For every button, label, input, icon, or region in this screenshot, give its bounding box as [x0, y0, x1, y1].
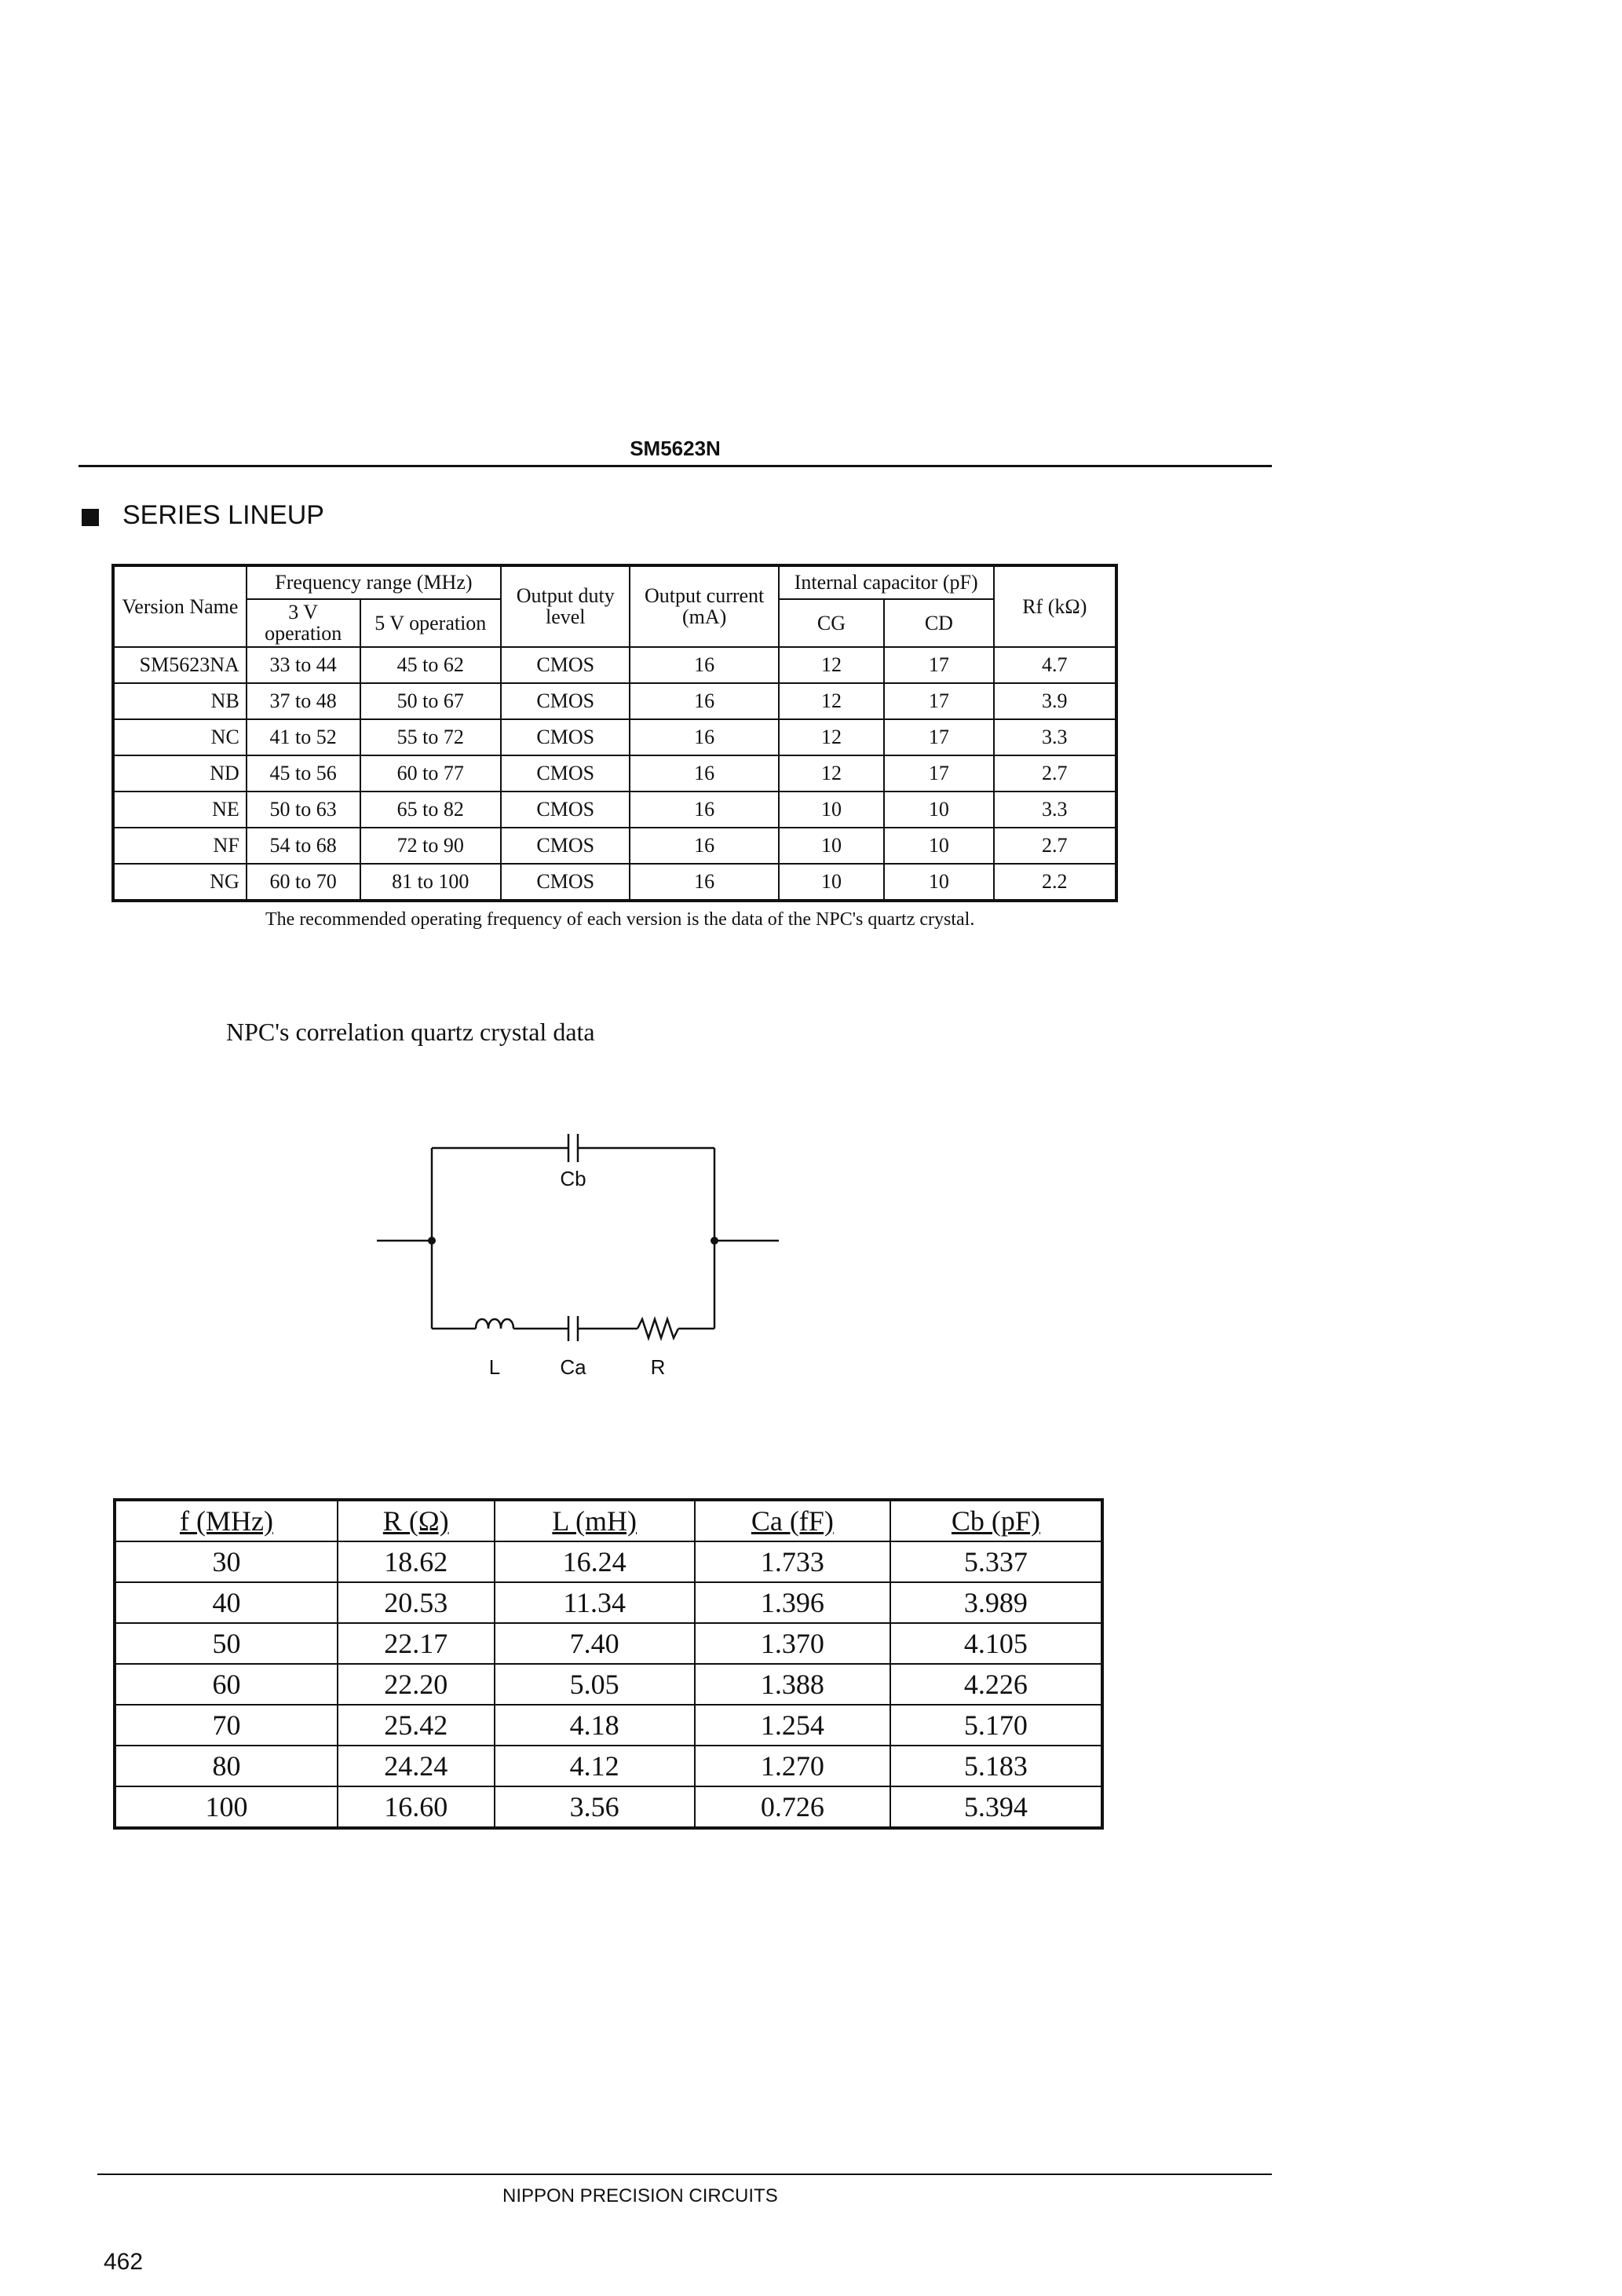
resistor-icon — [637, 1319, 678, 1338]
cb-cell: 4.226 — [890, 1664, 1102, 1705]
table-row — [113, 864, 1116, 901]
l-cell: 4.18 — [495, 1705, 695, 1746]
current-cell: 16 — [630, 683, 778, 719]
freq-3v-cell: 37 to 48 — [247, 683, 360, 719]
ca-cell: 1.733 — [695, 1541, 890, 1582]
freq-3v-cell: 45 to 56 — [247, 755, 360, 792]
header-internal-capacitor: Internal capacitor (pF) — [779, 565, 994, 599]
l-cell: 7.40 — [495, 1623, 695, 1664]
cd-cell: 17 — [884, 683, 993, 719]
table-row — [115, 1664, 1102, 1705]
cg-cell: 12 — [779, 719, 884, 755]
header-3v-operation: 3 V operation — [247, 599, 360, 647]
ca-cell: 1.370 — [695, 1623, 890, 1664]
crystal-data-table — [113, 1498, 1104, 1830]
header-ca-ff: Ca (fF) — [695, 1500, 890, 1541]
current-cell: 16 — [630, 755, 778, 792]
ca-cell: 1.396 — [695, 1582, 890, 1623]
rf-cell: 3.3 — [994, 719, 1116, 755]
freq-5v-cell: 50 to 67 — [360, 683, 502, 719]
duty-cell: CMOS — [501, 755, 630, 792]
left-node-dot — [428, 1237, 436, 1245]
table-row — [113, 828, 1116, 864]
table-row — [113, 719, 1116, 755]
cg-cell: 12 — [779, 647, 884, 683]
current-cell: 16 — [630, 792, 778, 828]
header-r-ohm: R (Ω) — [338, 1500, 495, 1541]
l-cell: 3.56 — [495, 1786, 695, 1828]
current-cell: 16 — [630, 647, 778, 683]
rf-cell: 3.9 — [994, 683, 1116, 719]
freq-3v-cell: 60 to 70 — [247, 864, 360, 901]
rf-cell: 2.7 — [994, 755, 1116, 792]
freq-5v-cell: 72 to 90 — [360, 828, 502, 864]
rf-cell: 2.2 — [994, 864, 1116, 901]
rf-cell: 4.7 — [994, 647, 1116, 683]
cb-cell: 4.105 — [890, 1623, 1102, 1664]
crystal-equivalent-circuit — [377, 1131, 801, 1398]
f-cell: 100 — [115, 1786, 338, 1828]
cb-label: Cb — [560, 1167, 586, 1190]
footer-rule — [97, 2174, 1272, 2175]
cb-cell: 5.170 — [890, 1705, 1102, 1746]
header-frequency-range: Frequency range (MHz) — [247, 565, 501, 599]
header-cg: CG — [779, 599, 884, 647]
freq-5v-cell: 65 to 82 — [360, 792, 502, 828]
table-row — [115, 1623, 1102, 1664]
ca-cell: 1.254 — [695, 1705, 890, 1746]
cd-cell: 17 — [884, 719, 993, 755]
cb-cell: 5.183 — [890, 1746, 1102, 1786]
version-name-cell: NF — [113, 828, 247, 864]
cb-cell: 5.394 — [890, 1786, 1102, 1828]
cd-cell: 17 — [884, 755, 993, 792]
freq-3v-cell: 54 to 68 — [247, 828, 360, 864]
freq-3v-cell: 33 to 44 — [247, 647, 360, 683]
l-cell: 16.24 — [495, 1541, 695, 1582]
r-cell: 22.17 — [338, 1623, 495, 1664]
section-title: SERIES LINEUP — [122, 500, 324, 530]
table-row — [113, 647, 1116, 683]
table-row — [113, 755, 1116, 792]
current-cell: 16 — [630, 828, 778, 864]
cg-cell: 12 — [779, 683, 884, 719]
table-row — [115, 1582, 1102, 1623]
current-cell: 16 — [630, 719, 778, 755]
l-label: L — [488, 1355, 501, 1379]
lineup-note: The recommended operating frequency of each version is the data of the NPC's quartz crystal. — [265, 909, 975, 930]
rf-cell: 2.7 — [994, 828, 1116, 864]
version-name-cell: NE — [113, 792, 247, 828]
table-row — [115, 1786, 1102, 1828]
header-f-mhz: f (MHz) — [115, 1500, 338, 1541]
cg-cell: 10 — [779, 792, 884, 828]
r-cell: 24.24 — [338, 1746, 495, 1786]
cg-cell: 10 — [779, 828, 884, 864]
version-name-cell: ND — [113, 755, 247, 792]
header-version-name: Version Name — [113, 565, 247, 647]
cb-cell: 3.989 — [890, 1582, 1102, 1623]
freq-5v-cell: 55 to 72 — [360, 719, 502, 755]
duty-cell: CMOS — [501, 683, 630, 719]
series-lineup-table — [111, 564, 1118, 902]
cb-cell: 5.337 — [890, 1541, 1102, 1582]
f-cell: 40 — [115, 1582, 338, 1623]
table-row — [113, 792, 1116, 828]
freq-3v-cell: 41 to 52 — [247, 719, 360, 755]
ca-cell: 1.388 — [695, 1664, 890, 1705]
r-cell: 18.62 — [338, 1541, 495, 1582]
duty-cell: CMOS — [501, 792, 630, 828]
f-cell: 30 — [115, 1541, 338, 1582]
duty-cell: CMOS — [501, 864, 630, 901]
f-cell: 50 — [115, 1623, 338, 1664]
version-name-cell: NG — [113, 864, 247, 901]
f-cell: 70 — [115, 1705, 338, 1746]
table-row — [115, 1746, 1102, 1786]
table-row — [115, 1541, 1102, 1582]
version-name-cell: SM5623NA — [113, 647, 247, 683]
rf-cell: 3.3 — [994, 792, 1116, 828]
header-output-duty: Output duty level — [501, 565, 630, 647]
cg-cell: 10 — [779, 864, 884, 901]
version-name-cell: NB — [113, 683, 247, 719]
r-label: R — [650, 1355, 666, 1379]
r-cell: 22.20 — [338, 1664, 495, 1705]
header-cb-pf: Cb (pF) — [890, 1500, 1102, 1541]
f-cell: 60 — [115, 1664, 338, 1705]
cd-cell: 10 — [884, 828, 993, 864]
freq-3v-cell: 50 to 63 — [247, 792, 360, 828]
ca-label: Ca — [560, 1355, 586, 1379]
footer-company: NIPPON PRECISION CIRCUITS — [502, 2185, 778, 2206]
cd-cell: 10 — [884, 792, 993, 828]
cg-cell: 12 — [779, 755, 884, 792]
header-l-mh: L (mH) — [495, 1500, 695, 1541]
duty-cell: CMOS — [501, 719, 630, 755]
version-name-cell: NC — [113, 719, 247, 755]
freq-5v-cell: 60 to 77 — [360, 755, 502, 792]
page-header-title: SM5623N — [630, 437, 721, 460]
l-cell: 11.34 — [495, 1582, 695, 1623]
header-output-current: Output current (mA) — [630, 565, 778, 647]
ca-cell: 0.726 — [695, 1786, 890, 1828]
cd-cell: 17 — [884, 647, 993, 683]
r-cell: 16.60 — [338, 1786, 495, 1828]
cd-cell: 10 — [884, 864, 993, 901]
current-cell: 16 — [630, 864, 778, 901]
l-cell: 4.12 — [495, 1746, 695, 1786]
ca-cell: 1.270 — [695, 1746, 890, 1786]
crystal-data-title: NPC's correlation quartz crystal data — [226, 1018, 595, 1046]
header-cd: CD — [884, 599, 993, 647]
freq-5v-cell: 45 to 62 — [360, 647, 502, 683]
freq-5v-cell: 81 to 100 — [360, 864, 502, 901]
f-cell: 80 — [115, 1746, 338, 1786]
inductor-icon — [476, 1319, 513, 1329]
table-row — [115, 1705, 1102, 1746]
l-cell: 5.05 — [495, 1664, 695, 1705]
right-node-dot — [711, 1237, 718, 1245]
header-rf: Rf (kΩ) — [994, 565, 1116, 647]
table-row — [113, 683, 1116, 719]
header-rule — [79, 465, 1272, 467]
r-cell: 20.53 — [338, 1582, 495, 1623]
header-5v-operation: 5 V operation — [360, 599, 502, 647]
r-cell: 25.42 — [338, 1705, 495, 1746]
duty-cell: CMOS — [501, 828, 630, 864]
section-bullet-icon — [82, 509, 99, 526]
page-number: 462 — [104, 2249, 144, 2275]
duty-cell: CMOS — [501, 647, 630, 683]
